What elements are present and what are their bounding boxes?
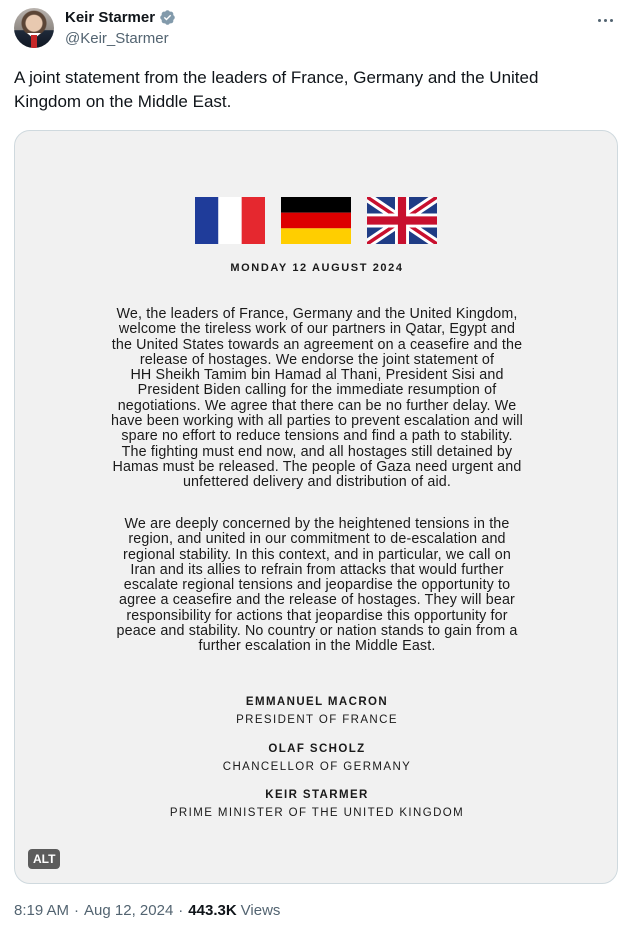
- tweet-text: A joint statement from the leaders of France, Germany and the United Kingdom on the Middle East.: [14, 68, 539, 111]
- views-count: 443.3K: [188, 902, 237, 919]
- tweet-meta: [14, 902, 280, 919]
- flag-germany-icon: [281, 197, 351, 244]
- tweet-date[interactable]: Aug 12, 2024: [84, 902, 174, 919]
- signatory-scholz: [15, 743, 618, 773]
- statement-paragraph-2: We are deeply concerned by the heightened tensions in the region, and united in our commitment to de-escalation and regional stability. In this context, and in particular, we call on Iran and its allies to refrain from attacks that would further escalate regional tensions and jeopardise the opportunity to agree a ceasefire and the release of hostages. They will bear responsibility for actions that jeopardise this opportunity for peace and stability. No country or nation stands to gain from a further escalation in the Middle East.: [116, 516, 518, 655]
- meta-separator: ·: [74, 902, 80, 919]
- author-name[interactable]: Keir Starmer: [65, 9, 156, 26]
- verified-badge-icon: [159, 9, 176, 26]
- views-label: Views: [240, 902, 281, 919]
- statement-date: MONDAY 12 AUGUST 2024: [230, 262, 404, 274]
- signatory-title: PRESIDENT OF FRANCE: [236, 714, 398, 726]
- flag-france-icon: [195, 197, 265, 244]
- author-name-row[interactable]: [65, 9, 176, 26]
- flag-uk-icon: [367, 197, 437, 244]
- more-options-icon[interactable]: [594, 10, 616, 30]
- signatory-title: CHANCELLOR OF GERMANY: [222, 761, 412, 773]
- signatory-name: EMMANUEL MACRON: [245, 696, 389, 708]
- signatory-name: OLAF SCHOLZ: [268, 743, 366, 755]
- flags-row: [195, 197, 437, 244]
- tweet-media-image[interactable]: [14, 130, 618, 884]
- signatory-name: KEIR STARMER: [265, 789, 369, 801]
- tweet-header: [14, 8, 620, 52]
- tweet-time[interactable]: 8:19 AM: [14, 902, 70, 919]
- statement-paragraph-1: We, the leaders of France, Germany and the United Kingdom, welcome the tireless work of our partners in Qatar, Egypt and the United States towards an agreement on a ceasefire and the release of hostages. We endorse the joint statement of HH Sheikh Tamim bin Hamad al Thani, President Sisi and President Biden calling for the immediate resumption of negotiations. We agree that there can be no further delay. We have been working with all parties to prevent escalation and will spare no effort to reduce tensions and find a path to stability. The fighting must end now, and all hostages still detained by Hamas must be released. The people of Gaza need urgent and unfettered delivery and distribution of aid.: [111, 306, 523, 491]
- avatar[interactable]: [14, 8, 54, 48]
- signatory-starmer: [15, 789, 618, 819]
- signatory-title: PRIME MINISTER OF THE UNITED KINGDOM: [169, 807, 465, 819]
- alt-text-button[interactable]: ALT: [28, 849, 60, 869]
- author-handle[interactable]: @Keir_Starmer: [65, 30, 169, 47]
- avatar-tie: [31, 35, 37, 48]
- signatory-macron: [15, 696, 618, 726]
- meta-separator: ·: [178, 902, 184, 919]
